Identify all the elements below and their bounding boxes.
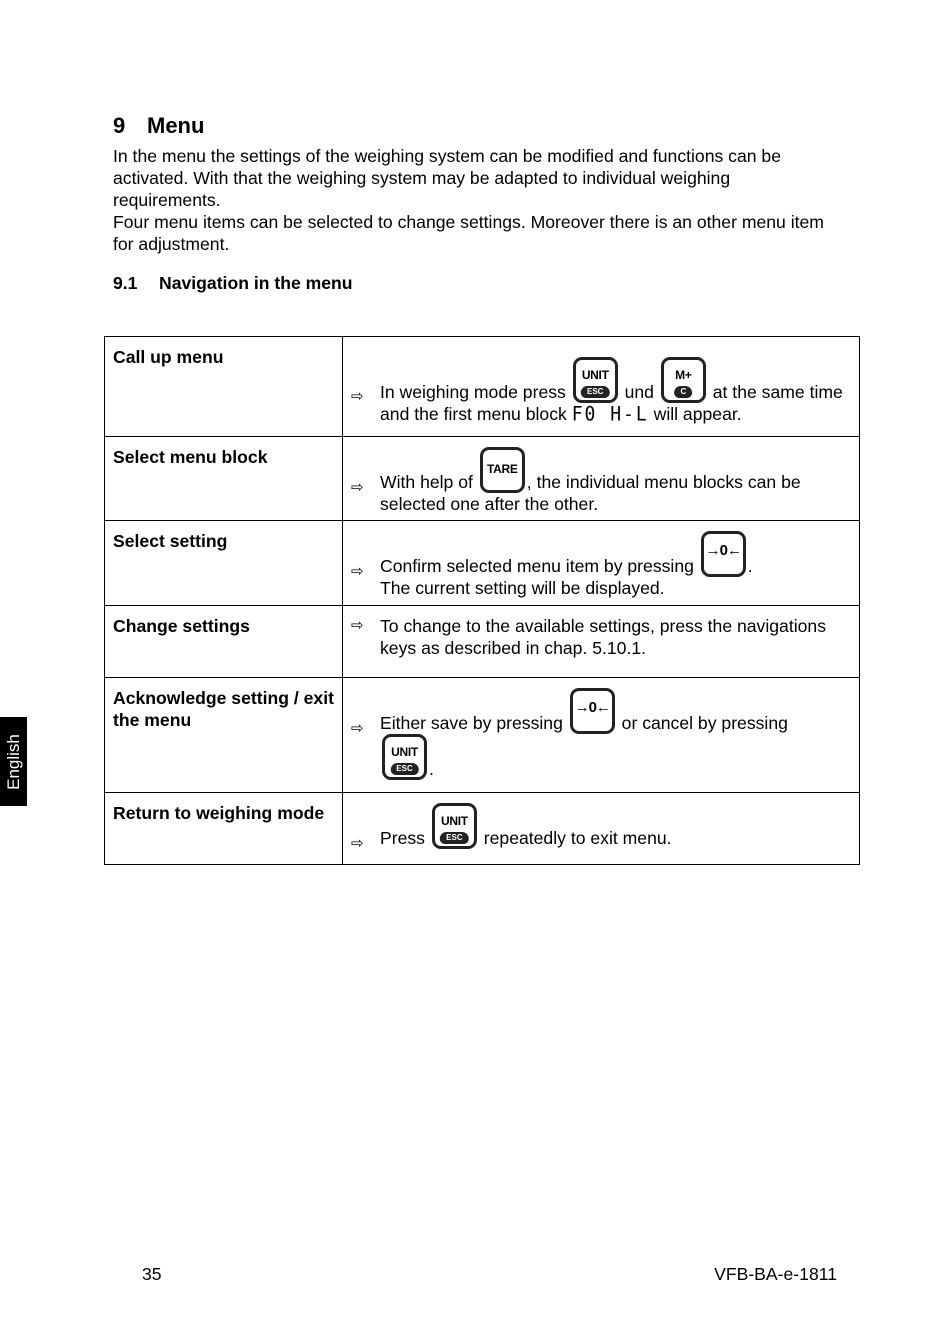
row-text: With help of	[380, 472, 473, 492]
language-tab-label: English	[3, 733, 23, 790]
row-description	[343, 437, 860, 521]
row-text: Confirm selected menu item by pressing	[380, 556, 694, 576]
table-row	[105, 437, 860, 521]
zero-key-icon: →0←	[701, 531, 746, 577]
section-title: Menu	[147, 113, 205, 138]
arrow-bullet-icon: ⇨	[351, 388, 364, 405]
row-text: The current setting will be displayed.	[380, 578, 665, 598]
unit-esc-key-icon: UNIT ESC	[573, 357, 618, 403]
row-label: Change settings	[105, 606, 343, 678]
row-description	[343, 678, 860, 793]
arrow-bullet-icon: ⇨	[351, 617, 364, 634]
navigation-table	[104, 336, 860, 865]
row-description	[343, 521, 860, 606]
row-text: will appear.	[653, 404, 742, 424]
table-row	[105, 337, 860, 437]
page-number: 35	[142, 1264, 162, 1284]
row-label: Return to weighing mode	[105, 793, 343, 865]
zero-key-icon: →0←	[570, 688, 615, 734]
table-row	[105, 678, 860, 793]
row-description	[343, 606, 860, 678]
row-text: To change to the available settings, press the navigations keys as described in chap. 5.10.1.	[380, 616, 826, 658]
row-label: Select menu block	[105, 437, 343, 521]
arrow-bullet-icon: ⇨	[351, 835, 364, 852]
unit-esc-key-icon: UNIT ESC	[382, 734, 427, 780]
row-text: und	[624, 382, 654, 402]
section-heading	[113, 113, 204, 139]
tare-key-icon: TARE	[480, 447, 525, 493]
table-row	[105, 606, 860, 678]
language-tab	[0, 717, 27, 806]
arrow-bullet-icon: ⇨	[351, 720, 364, 737]
row-text: or cancel by pressing	[621, 713, 788, 733]
row-text: Press	[380, 828, 425, 848]
row-description	[343, 337, 860, 437]
row-text: .	[429, 759, 434, 779]
subsection-number: 9.1	[113, 273, 138, 293]
mplus-c-key-icon: M+ C	[661, 357, 706, 403]
intro-paragraph-1: In the menu the settings of the weighing system can be modified and functions can be activated. With that the weighing system may be adapted to individual weighing requirements.	[113, 146, 781, 210]
arrow-bullet-icon: ⇨	[351, 563, 364, 580]
unit-esc-key-icon: UNIT ESC	[432, 803, 477, 849]
row-text: at the same time and the first menu block	[380, 382, 843, 424]
row-text: Either save by pressing	[380, 713, 563, 733]
arrow-bullet-icon: ⇨	[351, 479, 364, 496]
row-label: Acknowledge setting / exit the menu	[105, 678, 343, 793]
intro-text	[113, 145, 833, 255]
row-text: , the individual menu blocks can be selected one after the other.	[380, 472, 801, 514]
document-id: VFB-BA-e-1811	[714, 1264, 837, 1284]
table-row	[105, 793, 860, 865]
table-row	[105, 521, 860, 606]
row-text: .	[747, 556, 753, 576]
subsection-title: Navigation in the menu	[159, 273, 353, 293]
intro-paragraph-2: Four menu items can be selected to change settings. Moreover there is an other menu item for adjustment.	[113, 212, 824, 254]
row-label: Select setting	[105, 521, 343, 606]
section-number: 9	[113, 113, 126, 138]
row-text: In weighing mode press	[380, 382, 566, 402]
row-text: repeatedly to exit menu.	[483, 828, 672, 848]
display-readout: F0 H-L	[571, 402, 649, 426]
row-label: Call up menu	[105, 337, 343, 437]
subsection-heading	[113, 273, 353, 294]
row-description	[343, 793, 860, 865]
